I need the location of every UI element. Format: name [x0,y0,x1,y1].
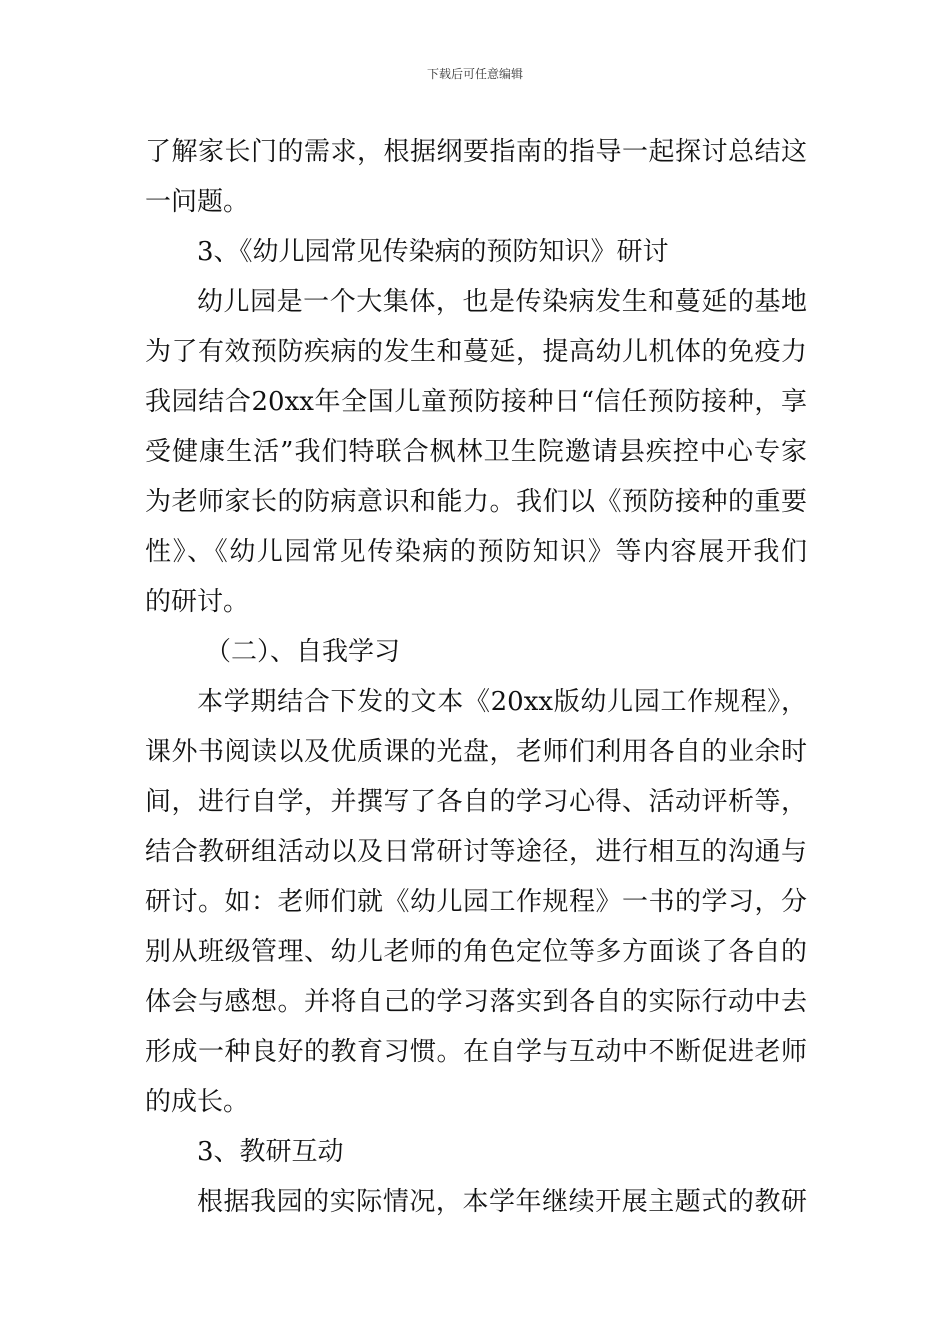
section-heading: 3、《幼儿园常见传染病的预防知识》研讨 [197,237,669,267]
text-line: 的研讨。 [145,587,250,617]
page-header: 下载后可任意编辑 [426,67,523,81]
text-line: 幼儿园是一个大集体，也是传染病发生和蔓延的基地 [197,287,807,317]
text-line: 为了有效预防疾病的发生和蔓延，提高幼儿机体的免疫力 [145,337,807,367]
text-line: 了解家长门的需求，根据纲要指南的指导一起探讨总结这 [145,137,807,167]
text-line: 根据我园的实际情况，本学年继续开展主题式的教研 [197,1187,807,1217]
text-line: 性》、《幼儿园常见传染病的预防知识》等内容展开我们 [145,537,807,567]
text-line: 课外书阅读以及优质课的光盘，老师们利用各自的业余时 [145,737,807,767]
text-line: 体会与感想。并将自己的学习落实到各自的实际行动中去 [145,987,807,1017]
text-line: 的成长。 [145,1087,250,1117]
section-heading: 3、教研互动 [197,1137,344,1167]
document-body [145,127,807,1227]
text-line: 形成一种良好的教育习惯。在自学与互动中不断促进老师 [145,1037,807,1067]
text-line: 本学期结合下发的文本《20xx版幼儿园工作规程》， [197,687,807,717]
text-line: 间，进行自学，并撰写了各自的学习心得、活动评析等， [145,787,807,817]
section-heading: （二）、自我学习 [205,637,401,667]
text-line: 受健康生活”我们特联合枫林卫生院邀请县疾控中心专家 [145,437,807,467]
text-line: 结合教研组活动以及日常研讨等途径，进行相互的沟通与 [145,837,807,867]
text-line: 我园结合20xx年全国儿童预防接种日“信任预防接种，享 [145,387,807,417]
text-line: 别从班级管理、幼儿老师的角色定位等多方面谈了各自的 [145,937,807,967]
text-line: 研讨。如：老师们就《幼儿园工作规程》一书的学习，分 [145,887,807,917]
text-line: 为老师家长的防病意识和能力。我们以《预防接种的重要 [145,487,807,517]
text-line: 一问题。 [145,187,250,217]
